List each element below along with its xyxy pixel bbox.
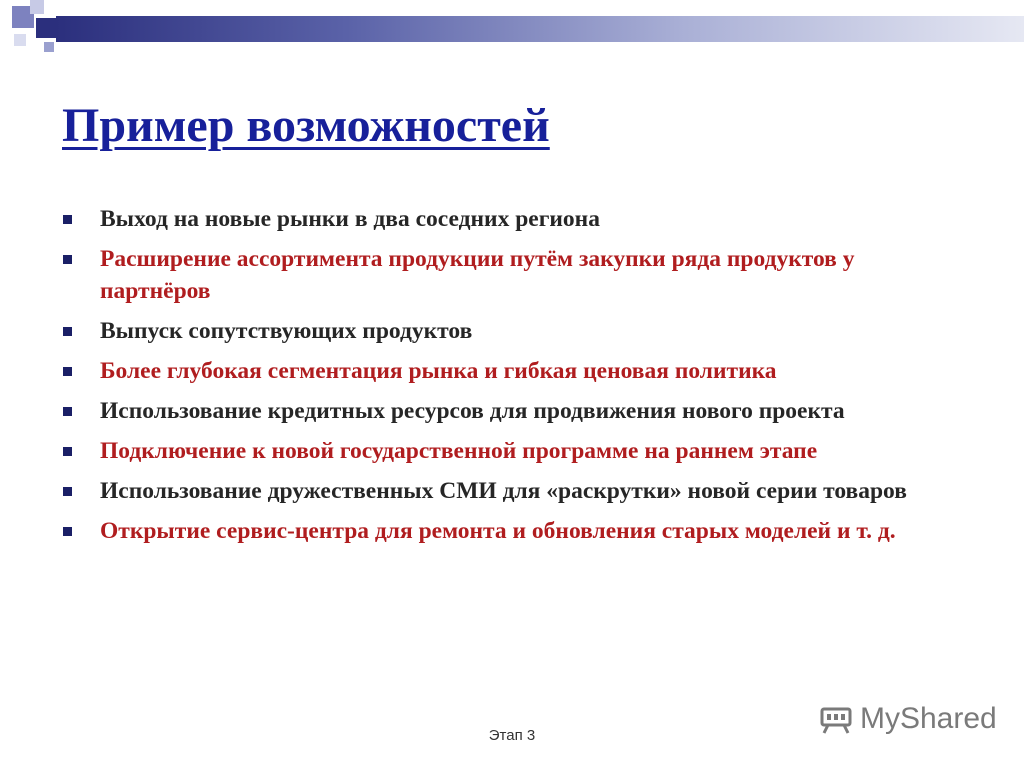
- square-bullet-icon: [63, 407, 72, 416]
- myshared-logo-icon: [818, 701, 854, 737]
- decor-square: [30, 0, 44, 14]
- square-bullet-icon: [63, 215, 72, 224]
- header-gradient-bar: [56, 16, 1024, 42]
- square-bullet-icon: [63, 255, 72, 264]
- watermark: [818, 701, 997, 737]
- bullet-item: [60, 243, 940, 307]
- bullet-text: Открытие сервис-центра для ремонта и обновления старых моделей и т. д.: [100, 518, 896, 544]
- square-bullet-icon: [63, 327, 72, 336]
- bullet-list: [60, 203, 940, 555]
- square-bullet-icon: [63, 367, 72, 376]
- bullet-text: Выпуск сопутствующих продуктов: [100, 318, 473, 344]
- bullet-text: Выход на новые рынки в два соседних региона: [100, 206, 600, 232]
- bullet-text: Более глубокая сегментация рынка и гибкая ценовая политика: [100, 358, 777, 384]
- bullet-text: Использование дружественных СМИ для «раскрутки» новой серии товаров: [100, 478, 907, 504]
- bullet-item: [60, 355, 940, 387]
- watermark-text: MyShared: [860, 702, 997, 735]
- decor-square: [14, 34, 26, 46]
- decorative-header: [0, 0, 1024, 60]
- decor-square: [44, 42, 54, 52]
- bullet-item: [60, 315, 940, 347]
- bullet-item: [60, 395, 940, 427]
- bullet-item: [60, 515, 940, 547]
- slide-title: Пример возможностей: [62, 99, 550, 152]
- bullet-text: Использование кредитных ресурсов для продвижения нового проекта: [100, 398, 845, 424]
- bullet-text: Расширение ассортимента продукции путём закупки ряда продуктов у партнёров: [100, 246, 855, 304]
- bullet-text: Подключение к новой государственной программе на раннем этапе: [100, 438, 818, 464]
- decor-square: [36, 18, 56, 38]
- bullet-item: [60, 203, 940, 235]
- bullet-item: [60, 435, 940, 467]
- bullet-item: [60, 475, 940, 507]
- slide-footer: Этап 3: [488, 727, 536, 744]
- square-bullet-icon: [63, 527, 72, 536]
- square-bullet-icon: [63, 447, 72, 456]
- square-bullet-icon: [63, 487, 72, 496]
